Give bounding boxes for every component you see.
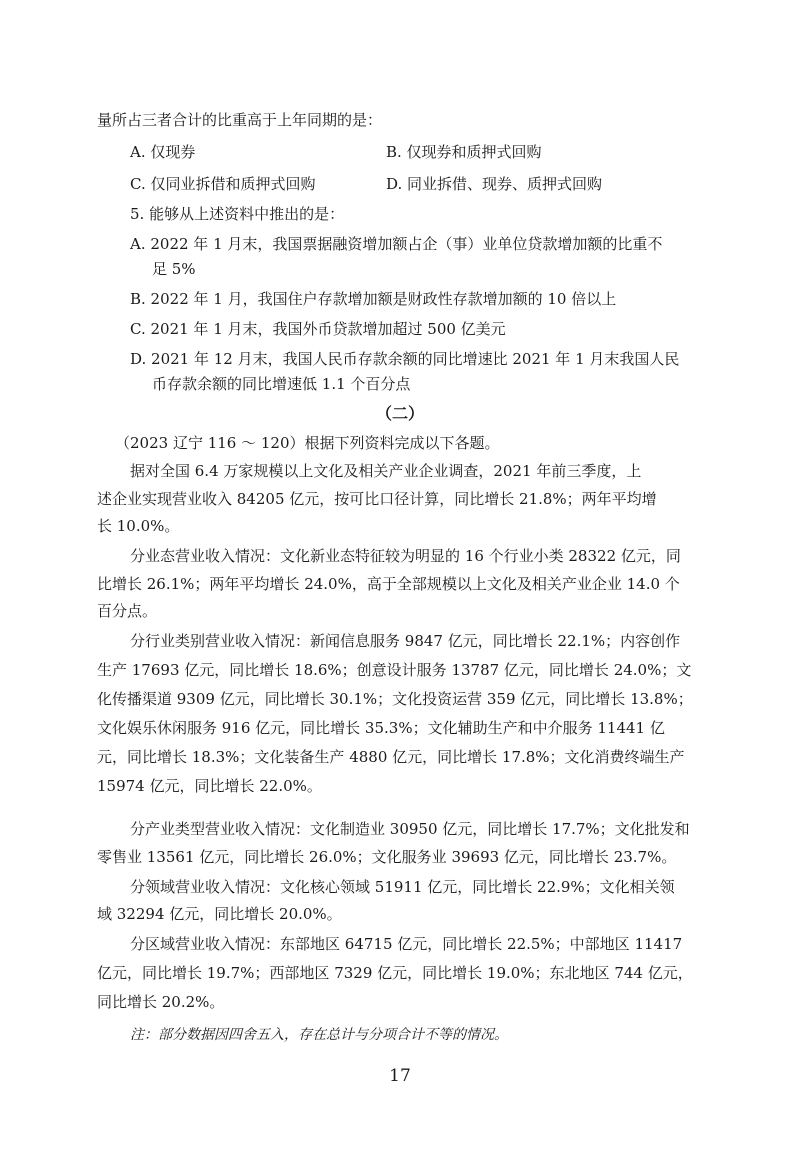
section-intro: （2023 辽宁 116 ～ 120）根据下列资料完成以下各题。 xyxy=(115,434,500,452)
paragraph-3-line-5: 元，同比增长 18.3%；文化装备生产 4880 亿元，同比增长 17.8%；文化消费终端生产 xyxy=(97,748,685,766)
paragraph-6-line-3: 同比增长 20.2%。 xyxy=(97,993,225,1011)
q4-options-row-2 xyxy=(130,173,690,195)
q4-option-d: D. 同业拆借、现券、质押式回购 xyxy=(386,175,603,193)
footnote: 注：部分数据因四舍五入，存在总计与分项合计不等的情况。 xyxy=(130,1027,508,1043)
paragraph-2-line-3: 百分点。 xyxy=(97,602,158,620)
q4-options-row-1 xyxy=(130,141,690,163)
q5-option-d-line-2: 币存款余额的同比增速低 1.1 个百分点 xyxy=(152,375,411,393)
section-heading: （二） xyxy=(375,404,424,423)
paragraph-6-line-2: 亿元，同比增长 19.7%；西部地区 7329 亿元，同比增长 19.0%；东北地区 744 亿元， xyxy=(97,964,693,982)
paragraph-5-line-2: 域 32294 亿元，同比增长 20.0%。 xyxy=(97,905,342,923)
paragraph-2-line-2: 比增长 26.1%；两年平均增长 24.0%，高于全部规模以上文化及相关产业企业 14.0 个 xyxy=(97,575,680,593)
paragraph-1-line-1: 据对全国 6.4 万家规模以上文化及相关产业企业调查，2021 年前三季度，上 xyxy=(130,462,642,480)
q4-stem-tail: 量所占三者合计的比重高于上年同期的是： xyxy=(97,111,383,129)
paragraph-5-line-1: 分领域营业收入情况：文化核心领域 51911 亿元，同比增长 22.9%；文化相关领 xyxy=(130,878,675,896)
q4-option-a: A. 仅现券 xyxy=(130,143,196,161)
q5-option-a-line-2: 足 5% xyxy=(152,260,196,278)
page-number: 17 xyxy=(389,1066,411,1086)
paragraph-4-line-1: 分产业类型营业收入情况：文化制造业 30950 亿元，同比增长 17.7%；文化批发和 xyxy=(130,820,690,838)
q4-option-c: C. 仅同业拆借和质押式回购 xyxy=(130,175,316,193)
paragraph-6-line-1: 分区域营业收入情况：东部地区 64715 亿元，同比增长 22.5%；中部地区 11417 xyxy=(130,935,683,953)
paragraph-1-line-2: 述企业实现营业收入 84205 亿元，按可比口径计算，同比增长 21.8%；两年平均增 xyxy=(97,490,657,508)
q4-option-b: B. 仅现券和质押式回购 xyxy=(386,143,542,161)
paragraph-3-line-1: 分行业类别营业收入情况：新闻信息服务 9847 亿元，同比增长 22.1%；内容创作 xyxy=(130,632,681,650)
paragraph-3-line-3: 化传播渠道 9309 亿元，同比增长 30.1%；文化投资运营 359 亿元，同比增长 13.8%； xyxy=(97,690,693,708)
q5-option-c: C. 2021 年 1 月末，我国外币贷款增加超过 500 亿美元 xyxy=(130,320,506,338)
paragraph-4-line-2: 零售业 13561 亿元，同比增长 26.0%；文化服务业 39693 亿元，同比增长 23.7%。 xyxy=(97,848,677,866)
q5-stem: 5. 能够从上述资料中推出的是： xyxy=(130,205,345,223)
q5-option-d-line-1: D. 2021 年 12 月末，我国人民币存款余额的同比增速比 2021 年 1 月末我国人民 xyxy=(130,350,680,368)
q5-option-a-line-1: A. 2022 年 1 月末，我国票据融资增加额占企（事）业单位贷款增加额的比重不 xyxy=(130,235,663,253)
paragraph-3-line-6: 15974 亿元，同比增长 22.0%。 xyxy=(97,777,322,795)
q5-option-b: B. 2022 年 1 月，我国住户存款增加额是财政性存款增加额的 10 倍以上 xyxy=(130,290,617,308)
paragraph-3-line-4: 文化娱乐休闲服务 916 亿元，同比增长 35.3%；文化辅助生产和中介服务 11441 亿 xyxy=(97,719,665,737)
paragraph-1-line-3: 长 10.0%。 xyxy=(97,517,180,535)
paragraph-2-line-1: 分业态营业收入情况：文化新业态特征较为明显的 16 个行业小类 28322 亿元，同 xyxy=(130,547,681,565)
paragraph-3-line-2: 生产 17693 亿元，同比增长 18.6%；创意设计服务 13787 亿元，同比增长 24.0%；文 xyxy=(97,661,692,679)
